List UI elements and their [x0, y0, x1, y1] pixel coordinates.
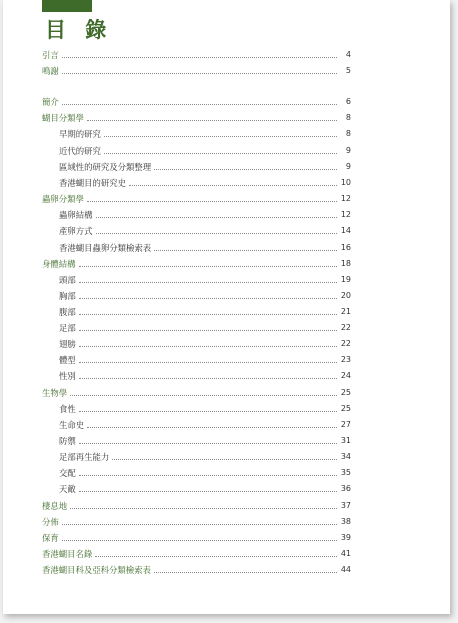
toc-entry	[42, 109, 351, 123]
toc-leader-dots	[104, 153, 337, 154]
toc-leader-dots	[62, 57, 337, 58]
toc-page-number: 19	[340, 275, 351, 284]
toc-leader-dots	[95, 556, 337, 557]
toc-leader-dots	[79, 298, 337, 299]
toc-leader-dots	[79, 266, 338, 267]
toc-entry-label: 防禦	[59, 436, 76, 446]
toc-entry	[42, 545, 351, 559]
toc-page-number: 34	[340, 452, 351, 461]
toc-leader-dots	[79, 362, 337, 363]
toc-entry	[59, 351, 351, 365]
toc-entry	[59, 416, 351, 430]
toc-entry-label: 香港蝴目蟲卵分類檢索表	[59, 243, 152, 253]
toc-entry-label: 區域性的研究及分類整理	[59, 162, 152, 172]
toc-leader-dots	[112, 459, 337, 460]
toc-entry	[42, 561, 351, 575]
toc-page-number: 6	[345, 97, 351, 106]
toc-entry	[59, 319, 351, 333]
toc-entry-label: 生命史	[59, 420, 85, 430]
toc-entry	[59, 239, 351, 253]
toc-entry-label: 生物學	[42, 388, 68, 398]
toc-entry	[59, 174, 351, 188]
toc-entry	[59, 287, 351, 301]
toc-leader-dots	[62, 540, 337, 541]
toc-page-number: 44	[340, 565, 351, 574]
toc-page-number: 22	[340, 339, 351, 348]
toc-leader-dots	[96, 233, 338, 234]
toc-entry	[42, 190, 351, 204]
toc-entry	[59, 125, 351, 139]
toc-page-number: 36	[340, 484, 351, 493]
toc-entry-label: 香港蝴目的研究史	[59, 178, 126, 188]
toc-page-number: 10	[340, 178, 351, 187]
toc-entry-label: 足部	[59, 323, 76, 333]
toc-page-number: 37	[340, 501, 351, 510]
toc-entry-label: 足部再生能力	[59, 452, 110, 462]
toc-leader-dots	[104, 136, 337, 137]
toc-entry	[59, 158, 351, 172]
toc-leader-dots	[79, 330, 337, 331]
toc-entry-label: 鳴謝	[42, 66, 59, 76]
toc-leader-dots	[87, 120, 337, 121]
toc-page-number: 9	[345, 146, 351, 155]
toc-leader-dots	[79, 475, 337, 476]
toc-entry-label: 蟲卵分類學	[42, 194, 84, 204]
toc-entry-label: 體型	[59, 355, 76, 365]
toc-entry-label: 胸部	[59, 291, 76, 301]
toc-page-number: 5	[345, 66, 351, 75]
toc-entry	[42, 46, 351, 60]
toc-page-number: 22	[340, 323, 351, 332]
toc-entry-label: 交配	[59, 468, 76, 478]
toc-entry	[59, 480, 351, 494]
toc-entry-label: 蝴目分類學	[42, 113, 84, 123]
toc-entry-label: 性別	[59, 371, 76, 381]
toc-entry-label: 香港蝴目名錄	[42, 549, 93, 559]
toc-entry	[59, 448, 351, 462]
toc-entry	[59, 432, 351, 446]
toc-leader-dots	[62, 524, 337, 525]
page-title: 目 錄	[45, 18, 113, 42]
toc-entry	[59, 400, 351, 414]
toc-page-number: 31	[340, 436, 351, 445]
toc-entry	[42, 93, 351, 107]
toc-entry-label: 香港蝴目科及亞科分類檢索表	[42, 565, 151, 575]
toc-page-number: 12	[340, 210, 351, 219]
toc-entry-label: 簡介	[42, 97, 59, 107]
toc-leader-dots	[79, 491, 337, 492]
toc-page-number: 4	[345, 50, 351, 59]
toc-leader-dots	[87, 427, 337, 428]
toc-leader-dots	[79, 346, 337, 347]
toc-entry	[42, 497, 351, 511]
toc-entry-label: 引言	[42, 50, 59, 60]
document-page	[3, 0, 450, 614]
toc-entry	[59, 335, 351, 349]
toc-leader-dots	[154, 169, 337, 170]
toc-page-number: 41	[340, 549, 351, 558]
toc-page-number: 24	[340, 371, 351, 380]
toc-leader-dots	[70, 508, 337, 509]
toc-page-number: 16	[340, 243, 351, 252]
toc-leader-dots	[79, 314, 337, 315]
toc-leader-dots	[79, 443, 337, 444]
toc-page-number: 9	[345, 162, 351, 171]
toc-entry	[59, 464, 351, 478]
toc-page-number: 8	[345, 113, 351, 122]
toc-page-number: 25	[340, 404, 351, 413]
toc-leader-dots	[79, 282, 337, 283]
toc-entry	[59, 271, 351, 285]
toc-leader-dots	[62, 104, 337, 105]
toc-leader-dots	[96, 217, 338, 218]
toc-page-number: 8	[345, 129, 351, 138]
toc-page-number: 21	[340, 307, 351, 316]
toc-page-number: 14	[340, 226, 351, 235]
toc-entry-label: 天敵	[59, 484, 76, 494]
toc-page-number: 18	[340, 259, 351, 268]
toc-entry-label: 產卵方式	[59, 226, 93, 236]
toc-page-number: 23	[340, 355, 351, 364]
toc-entry	[42, 529, 351, 543]
toc-entry-label: 分佈	[42, 517, 59, 527]
toc-leader-dots	[154, 572, 337, 573]
toc-entry-label: 翅膀	[59, 339, 76, 349]
toc-entry-label: 保育	[42, 533, 59, 543]
toc-entry-label: 身體結構	[42, 259, 76, 269]
toc-page-number: 35	[340, 468, 351, 477]
toc-entry	[59, 303, 351, 317]
toc-leader-dots	[154, 250, 337, 251]
toc-entry-label: 蟲卵結構	[59, 210, 93, 220]
toc-entry	[59, 206, 351, 220]
toc-entry-label: 棲息地	[42, 501, 68, 511]
toc-leader-dots	[87, 201, 337, 202]
toc-leader-dots	[129, 185, 337, 186]
toc-entry-label: 腹部	[59, 307, 76, 317]
toc-entry-label: 早期的研究	[59, 129, 101, 139]
toc-entry-label: 近代的研究	[59, 146, 101, 156]
toc-leader-dots	[79, 378, 337, 379]
toc-entry	[42, 384, 351, 398]
toc-entry-label: 頭部	[59, 275, 76, 285]
table-of-contents	[3, 0, 450, 614]
toc-page-number: 27	[340, 420, 351, 429]
toc-page-number: 38	[340, 517, 351, 526]
toc-leader-dots	[79, 411, 337, 412]
toc-entry	[59, 367, 351, 381]
toc-entry	[42, 62, 351, 76]
toc-leader-dots	[62, 73, 337, 74]
toc-entry	[59, 222, 351, 236]
toc-page-number: 20	[340, 291, 351, 300]
toc-page-number: 12	[340, 194, 351, 203]
toc-page-number: 25	[340, 388, 351, 397]
toc-entry-label: 食性	[59, 404, 76, 414]
toc-entry	[42, 513, 351, 527]
toc-entry	[59, 142, 351, 156]
toc-leader-dots	[70, 395, 337, 396]
toc-entry	[42, 255, 351, 269]
toc-page-number: 39	[340, 533, 351, 542]
